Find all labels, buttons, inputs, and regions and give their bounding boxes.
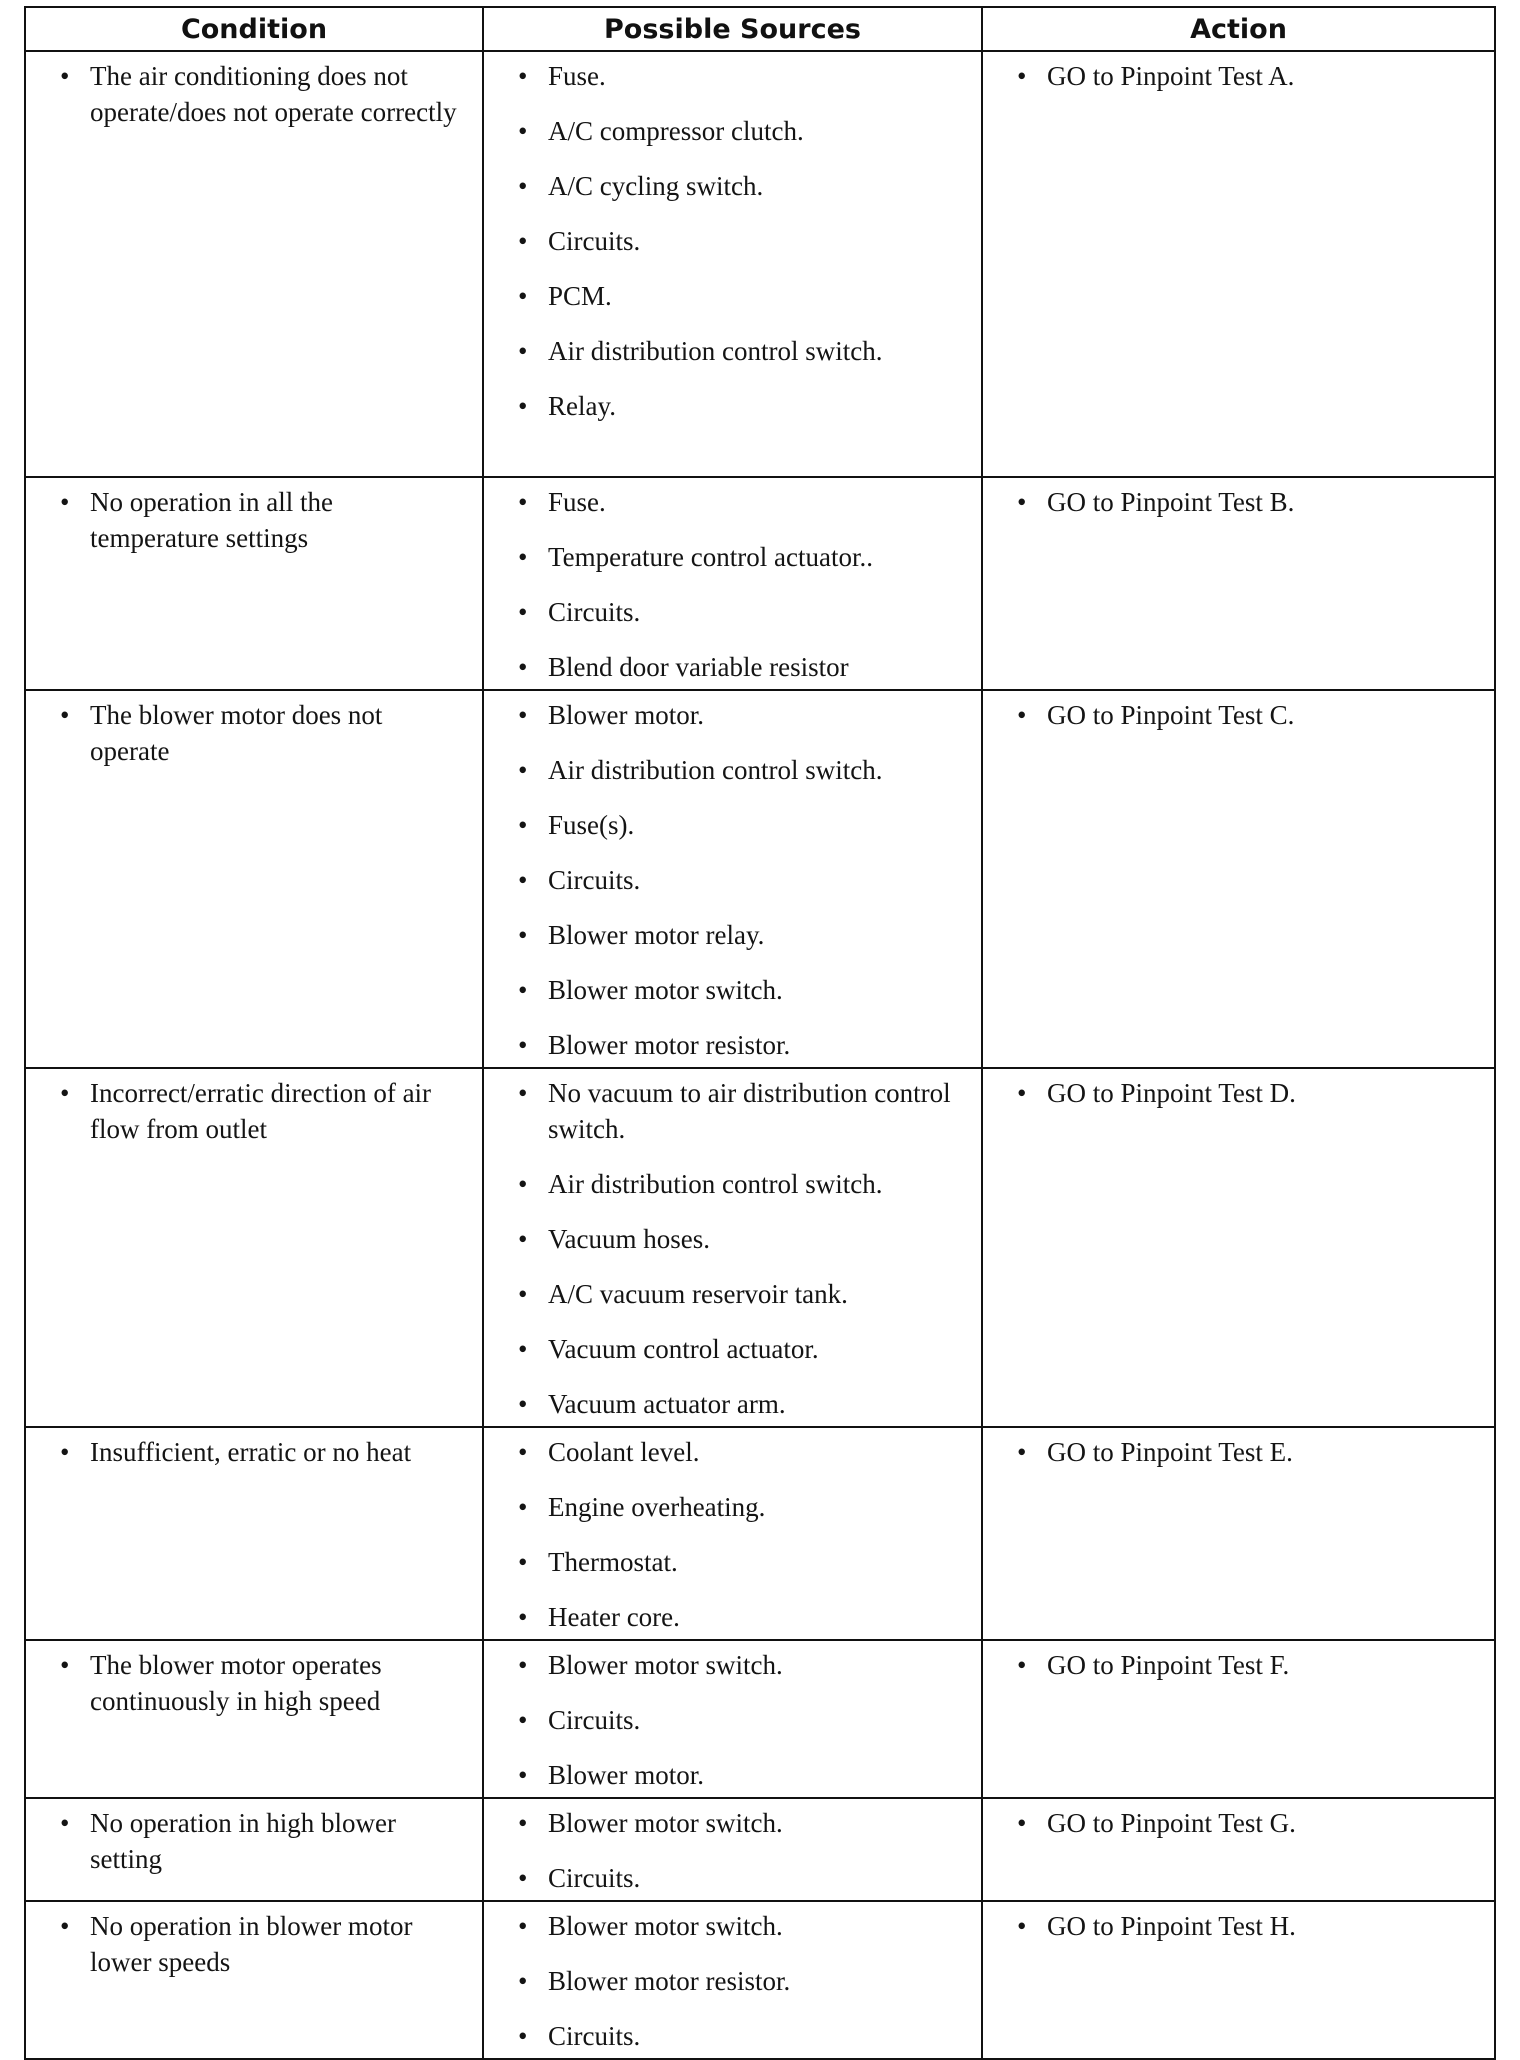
sources-list bbox=[518, 1805, 967, 1896]
action-text: • GO to Pinpoint Test B. bbox=[1017, 484, 1480, 520]
source-item: • Circuits. bbox=[518, 1702, 967, 1738]
table-row bbox=[25, 1798, 1495, 1901]
source-item: • Blower motor switch. bbox=[518, 1908, 967, 1944]
source-item: • No vacuum to air distribution control switch. bbox=[518, 1075, 967, 1147]
source-item: • Thermostat. bbox=[518, 1544, 967, 1580]
condition-text: • No operation in all the temperature settings bbox=[60, 484, 468, 556]
source-item: • Relay. bbox=[518, 388, 967, 424]
source-item: • Air distribution control switch. bbox=[518, 752, 967, 788]
condition-list bbox=[60, 1908, 468, 1980]
action-list bbox=[1017, 1805, 1480, 1841]
source-item: • Blower motor switch. bbox=[518, 1647, 967, 1683]
source-item: • Engine overheating. bbox=[518, 1489, 967, 1525]
table-body bbox=[25, 51, 1495, 2059]
possible-sources-cell bbox=[483, 1798, 982, 1901]
action-list bbox=[1017, 1647, 1480, 1683]
action-cell bbox=[982, 690, 1495, 1068]
possible-sources-cell bbox=[483, 1068, 982, 1427]
action-text: • GO to Pinpoint Test F. bbox=[1017, 1647, 1480, 1683]
table-row bbox=[25, 690, 1495, 1068]
action-cell bbox=[982, 1068, 1495, 1427]
table-row bbox=[25, 1068, 1495, 1427]
sources-list bbox=[518, 697, 967, 1063]
source-item: • Circuits. bbox=[518, 1860, 967, 1896]
sources-list bbox=[518, 58, 967, 424]
sources-list bbox=[518, 1908, 967, 2054]
action-text: • GO to Pinpoint Test E. bbox=[1017, 1434, 1480, 1470]
source-item: • Vacuum control actuator. bbox=[518, 1331, 967, 1367]
diagnosis-table-container bbox=[24, 6, 1494, 2060]
header-possible-sources: Possible Sources bbox=[483, 7, 982, 51]
source-item: • Coolant level. bbox=[518, 1434, 967, 1470]
condition-list bbox=[60, 484, 468, 556]
action-cell bbox=[982, 477, 1495, 690]
action-text: • GO to Pinpoint Test C. bbox=[1017, 697, 1480, 733]
condition-cell bbox=[25, 1901, 483, 2059]
action-cell bbox=[982, 1640, 1495, 1798]
condition-cell bbox=[25, 1068, 483, 1427]
condition-list bbox=[60, 1647, 468, 1719]
condition-text: • No operation in blower motor lower speeds bbox=[60, 1908, 468, 1980]
table-row bbox=[25, 1901, 1495, 2059]
table-row bbox=[25, 51, 1495, 477]
source-item: • Blower motor. bbox=[518, 697, 967, 733]
condition-cell bbox=[25, 1798, 483, 1901]
condition-cell bbox=[25, 477, 483, 690]
sources-list bbox=[518, 1075, 967, 1422]
header-condition: Condition bbox=[25, 7, 483, 51]
source-item: • Circuits. bbox=[518, 594, 967, 630]
source-item: • Fuse. bbox=[518, 484, 967, 520]
source-item: • Blower motor resistor. bbox=[518, 1963, 967, 1999]
source-item: • A/C vacuum reservoir tank. bbox=[518, 1276, 967, 1312]
source-item: • Blower motor switch. bbox=[518, 972, 967, 1008]
condition-list bbox=[60, 1805, 468, 1877]
action-text: • GO to Pinpoint Test G. bbox=[1017, 1805, 1480, 1841]
header-row bbox=[25, 7, 1495, 51]
condition-cell bbox=[25, 1427, 483, 1640]
action-list bbox=[1017, 58, 1480, 94]
source-item: • PCM. bbox=[518, 278, 967, 314]
source-item: • Heater core. bbox=[518, 1599, 967, 1635]
possible-sources-cell bbox=[483, 1640, 982, 1798]
action-text: • GO to Pinpoint Test A. bbox=[1017, 58, 1480, 94]
condition-cell bbox=[25, 51, 483, 477]
source-item: • Circuits. bbox=[518, 223, 967, 259]
action-cell bbox=[982, 1798, 1495, 1901]
action-list bbox=[1017, 1434, 1480, 1470]
source-item: • Blower motor switch. bbox=[518, 1805, 967, 1841]
header-action: Action bbox=[982, 7, 1495, 51]
source-item: • Blend door variable resistor bbox=[518, 649, 967, 685]
symptom-chart-table bbox=[24, 6, 1496, 2060]
action-text: • GO to Pinpoint Test H. bbox=[1017, 1908, 1480, 1944]
possible-sources-cell bbox=[483, 690, 982, 1068]
condition-text: • The blower motor does not operate bbox=[60, 697, 468, 769]
sources-list bbox=[518, 1647, 967, 1793]
source-item: • Blower motor relay. bbox=[518, 917, 967, 953]
condition-text: • The blower motor operates continuously in high speed bbox=[60, 1647, 468, 1719]
table-row bbox=[25, 1427, 1495, 1640]
source-item: • Temperature control actuator.. bbox=[518, 539, 967, 575]
source-item: • Fuse(s). bbox=[518, 807, 967, 843]
condition-cell bbox=[25, 690, 483, 1068]
action-cell bbox=[982, 51, 1495, 477]
source-item: • A/C cycling switch. bbox=[518, 168, 967, 204]
condition-list bbox=[60, 58, 468, 130]
condition-text: • The air conditioning does not operate/does not operate correctly bbox=[60, 58, 468, 130]
condition-text: • Insufficient, erratic or no heat bbox=[60, 1434, 468, 1470]
source-item: • Circuits. bbox=[518, 2018, 967, 2054]
condition-text: • No operation in high blower setting bbox=[60, 1805, 468, 1877]
condition-list bbox=[60, 1434, 468, 1470]
condition-list bbox=[60, 697, 468, 769]
table-row bbox=[25, 1640, 1495, 1798]
condition-cell bbox=[25, 1640, 483, 1798]
possible-sources-cell bbox=[483, 1901, 982, 2059]
possible-sources-cell bbox=[483, 477, 982, 690]
action-list bbox=[1017, 697, 1480, 733]
source-item: • Air distribution control switch. bbox=[518, 333, 967, 369]
source-item: • Fuse. bbox=[518, 58, 967, 94]
source-item: • A/C compressor clutch. bbox=[518, 113, 967, 149]
action-list bbox=[1017, 1075, 1480, 1111]
possible-sources-cell bbox=[483, 1427, 982, 1640]
source-item: • Vacuum hoses. bbox=[518, 1221, 967, 1257]
action-cell bbox=[982, 1901, 1495, 2059]
source-item: • Blower motor. bbox=[518, 1757, 967, 1793]
action-list bbox=[1017, 484, 1480, 520]
source-item: • Blower motor resistor. bbox=[518, 1027, 967, 1063]
source-item: • Vacuum actuator arm. bbox=[518, 1386, 967, 1422]
table-row bbox=[25, 477, 1495, 690]
source-item: • Circuits. bbox=[518, 862, 967, 898]
possible-sources-cell bbox=[483, 51, 982, 477]
action-list bbox=[1017, 1908, 1480, 1944]
action-cell bbox=[982, 1427, 1495, 1640]
condition-text: • Incorrect/erratic direction of air flow from outlet bbox=[60, 1075, 468, 1147]
sources-list bbox=[518, 484, 967, 685]
condition-list bbox=[60, 1075, 468, 1147]
source-item: • Air distribution control switch. bbox=[518, 1166, 967, 1202]
action-text: • GO to Pinpoint Test D. bbox=[1017, 1075, 1480, 1111]
sources-list bbox=[518, 1434, 967, 1635]
